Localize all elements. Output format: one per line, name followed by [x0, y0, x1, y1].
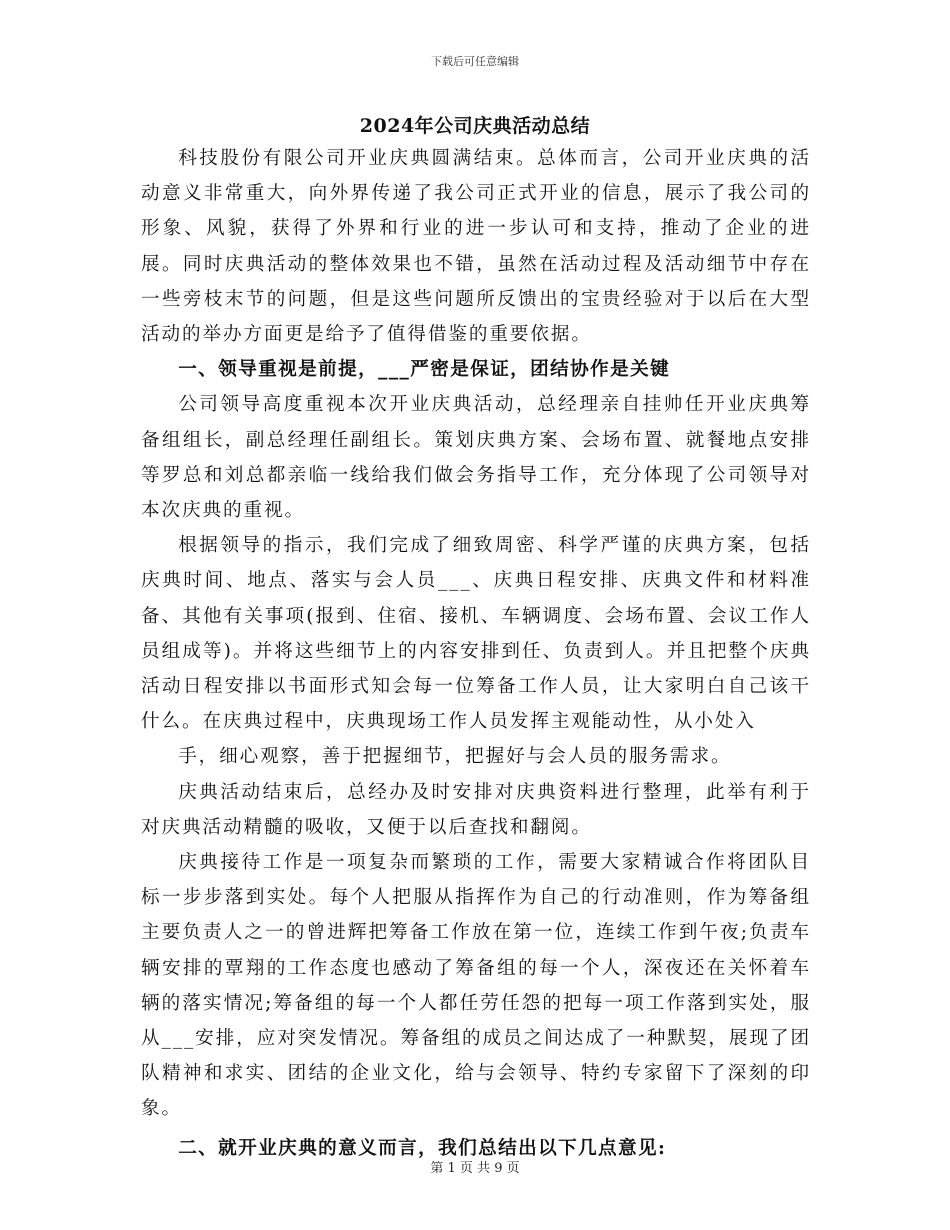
page-footer: 第 1 页 共 9 页 [430, 1161, 520, 1176]
paragraph-plan-continued: 手，细心观察，善于把握细节，把握好与会人员的服务需求。 [178, 746, 732, 768]
document-title: 2024年公司庆典活动总结 [359, 115, 591, 137]
paragraph-archive: 庆典活动结束后，总经办及时安排对庆典资料进行整理，此举有利于对庆典活动精髓的吸收，又便于以后查找和翻阅。 [141, 781, 811, 838]
paragraph-intro: 科技股份有限公司开业庆典圆满结束。总体而言，公司开业庆典的活动意义非常重大，向外界传递了我公司正式开业的信息，展示了我公司的形象、风貌，获得了外界和行业的进一步认可和支持，推动了企业的进展。同时庆典活动的整体效果也不错，虽然在活动过程及活动细节中存在一些旁枝末节的问题，但是这些问题所反馈出的宝贵经验对于以后在大型活动的举办方面更是给予了值得借鉴的重要依据。 [141, 148, 811, 346]
paragraph-plan: 根据领导的指示，我们完成了细致周密、科学严谨的庆典方案，包括庆典时间、地点、落实与会人员___、庆典日程安排、庆典文件和材料准备、其他有关事项(报到、住宿、接机、车辆调度、会场布置、会议工作人员组成等)。并将这些细节上的内容安排到任、负责到人。并且把整个庆典活动日程安排以书面形式知会每一位筹备工作人员，让大家明白自己该干什么。在庆典过程中，庆典现场工作人员发挥主观能动性，从小处入 [141, 535, 811, 733]
header-note: 下载后可任意编辑 [431, 55, 519, 68]
paragraph-leadership: 公司领导高度重视本次开业庆典活动，总经理亲自挂帅任开业庆典筹备组组长，副总经理任副组长。策划庆典方案、会场布置、就餐地点安排等罗总和刘总都亲临一线给我们做会务指导工作，充分体现了公司领导对本次庆典的重视。 [141, 394, 811, 522]
paragraph-teamwork: 庆典接待工作是一项复杂而繁琐的工作，需要大家精诚合作将团队目标一步步落到实处。每个人把服从指挥作为自己的行动准则，作为筹备组主要负责人之一的曾进辉把筹备工作放在第一位，连续工作到午夜;负责车辆安排的覃翔的工作态度也感动了筹备组的每一个人，深夜还在关怀着车辆的落实情况;筹备组的每一个人都任劳任怨的把每一项工作落到实处，服从___安排，应对突发情况。筹备组的成员之间达成了一种默契，展现了团队精神和求实、团结的企业文化，给与会领导、特约专家留下了深刻的印象。 [141, 852, 811, 1120]
section-heading-1: 一、领导重视是前提，___严密是保证，团结协作是关键 [178, 359, 671, 381]
document-body [141, 141, 811, 1166]
section-heading-2: 二、就开业庆典的意义而言，我们总结出以下几点意见: [178, 1137, 667, 1159]
